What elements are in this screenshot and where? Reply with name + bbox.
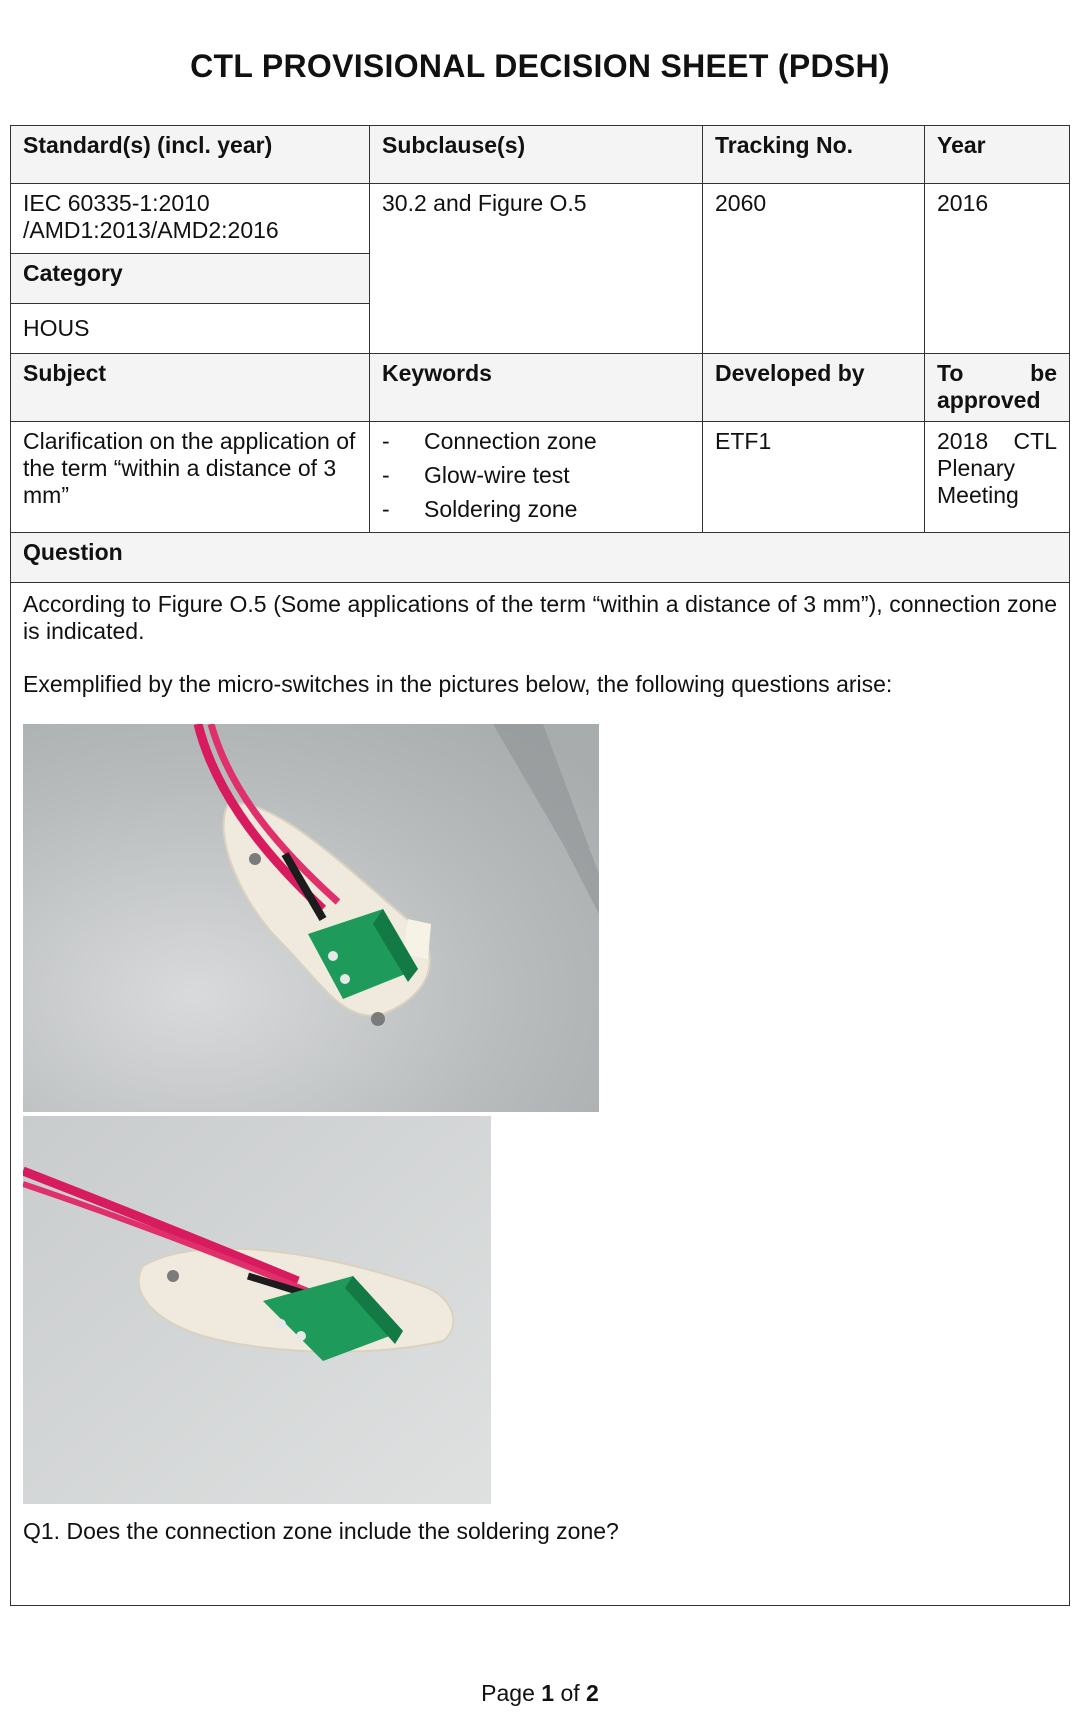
tracking-value: 2060 [703, 184, 925, 354]
to-be-approved-word-3: approved [937, 387, 1041, 413]
developed-by-header: Developed by [703, 354, 925, 422]
approval-meeting: Meeting [937, 482, 1019, 508]
year-value: 2016 [925, 184, 1070, 354]
page-total: 2 [586, 1680, 599, 1706]
standard-line-1: IEC 60335-1:2010 [23, 190, 210, 216]
question-paragraph-1: According to Figure O.5 (Some applications of the term “within a distance of 3 mm”), connection zone is indicated. [23, 591, 1057, 644]
approval-plenary: Plenary [937, 455, 1015, 481]
keyword-bullet: - [382, 428, 390, 454]
keyword-bullet: - [382, 496, 390, 522]
standard-line-2: /AMD1:2013/AMD2:2016 [23, 217, 279, 243]
category-header: Category [11, 254, 370, 304]
year-header: Year [925, 126, 1070, 184]
subclause-value: 30.2 and Figure O.5 [370, 184, 703, 354]
subject-header: Subject [11, 354, 370, 422]
question-body [11, 583, 1070, 1606]
subject-value: Clarification on the application of the term “within a distance of 3 mm” [11, 422, 370, 533]
approval-year: 2018 [937, 428, 989, 454]
of-word: of [560, 1680, 580, 1706]
document-title: CTL PROVISIONAL DECISION SHEET (PDSH) [190, 48, 890, 84]
developed-by-value: ETF1 [703, 422, 925, 533]
decision-sheet-table [10, 125, 1070, 1606]
question-q1: Q1. Does the connection zone include the soldering zone? [23, 1518, 619, 1544]
page-word: Page [481, 1680, 535, 1706]
keyword-item [382, 492, 690, 526]
subclause-header: Subclause(s) [370, 126, 703, 184]
micro-switch-photo-2 [23, 1116, 491, 1504]
page-current: 1 [541, 1680, 555, 1706]
approval-ctl: CTL [1013, 428, 1057, 454]
to-be-approved-header [925, 354, 1070, 422]
to-be-approved-word-2: be [1030, 360, 1057, 386]
keyword-item [382, 458, 690, 492]
micro-switch-photo-1 [23, 724, 599, 1112]
keyword-bullet: - [382, 462, 390, 488]
question-header: Question [11, 533, 1070, 583]
keywords-list [370, 422, 703, 533]
keyword-item [382, 424, 690, 458]
standard-header: Standard(s) (incl. year) [11, 126, 370, 184]
standard-value [11, 184, 370, 254]
approval-value [925, 422, 1070, 533]
keywords-header: Keywords [370, 354, 703, 422]
keyword-text: Connection zone [424, 428, 597, 454]
tracking-header: Tracking No. [703, 126, 925, 184]
category-value: HOUS [11, 304, 370, 354]
to-be-approved-word-1: To [937, 360, 964, 386]
page-footer [0, 1680, 1080, 1707]
keyword-text: Soldering zone [424, 496, 578, 522]
question-paragraph-2: Exemplified by the micro-switches in the pictures below, the following questions arise: [23, 671, 893, 697]
keyword-text: Glow-wire test [424, 462, 570, 488]
